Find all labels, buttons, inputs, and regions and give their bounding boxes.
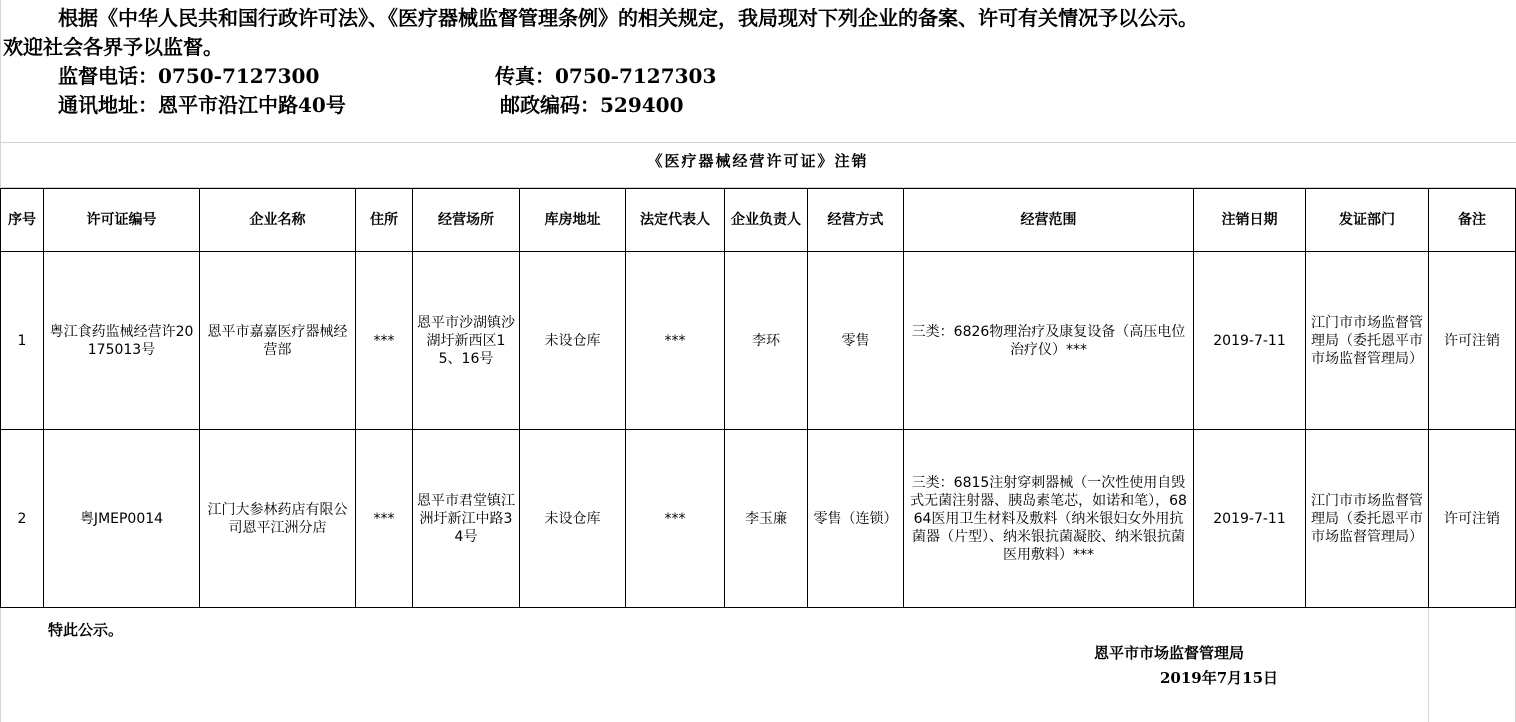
intro-line1: 根据《中华人民共和国行政许可法》、《医疗器械监督管理条例》的相关规定，我局现对下列企业的备案、许可有关情况予以公示。 — [58, 6, 1198, 30]
table-title: 《医疗器械经营许可证》注销 — [647, 152, 869, 170]
cell-seq: 2 — [1, 430, 44, 608]
cell-issuing-dept: 江门市市场监督管理局（委托恩平市市场监督管理局） — [1306, 252, 1429, 430]
table-row — [1, 252, 1516, 430]
intro-line2: 欢迎社会各界予以监督。 — [3, 35, 223, 59]
cell-business-premises: 恩平市君堂镇江洲圩新江中路34号 — [413, 430, 520, 608]
header-row — [1, 189, 1516, 252]
header-business-premises: 经营场所 — [413, 189, 520, 252]
cell-warehouse: 未设仓库 — [520, 252, 626, 430]
cell-company-name: 江门大参林药店有限公司恩平江洲分店 — [200, 430, 356, 608]
footer-date: 2019年7月15日 — [1160, 669, 1279, 687]
cell-warehouse: 未设仓库 — [520, 430, 626, 608]
header-remarks: 备注 — [1429, 189, 1516, 252]
header-issuing-dept: 发证部门 — [1306, 189, 1429, 252]
cell-license-no: 粤江食药监械经营许20175013号 — [44, 252, 200, 430]
phone: 监督电话：0750-7127300 — [58, 64, 320, 88]
cell-business-mode: 零售（连锁） — [808, 430, 904, 608]
cell-remarks: 许可注销 — [1429, 252, 1516, 430]
cell-remarks: 许可注销 — [1429, 430, 1516, 608]
header-company-name: 企业名称 — [200, 189, 356, 252]
cell-company-name: 恩平市嘉嘉医疗器械经营部 — [200, 252, 356, 430]
fax: 传真：0750-7127303 — [495, 64, 717, 88]
intro-block — [0, 4, 1516, 120]
cell-business-mode: 零售 — [808, 252, 904, 430]
cell-business-scope: 三类：6826物理治疗及康复设备（高压电位治疗仪）*** — [904, 252, 1194, 430]
header-legal-rep: 法定代表人 — [626, 189, 725, 252]
table-row — [1, 430, 1516, 608]
header-business-mode: 经营方式 — [808, 189, 904, 252]
license-table — [0, 188, 1516, 608]
cell-residence: *** — [356, 252, 413, 430]
footer-note: 特此公示。 — [48, 621, 124, 639]
cell-residence: *** — [356, 430, 413, 608]
cell-license-no: 粤JMEP0014 — [44, 430, 200, 608]
header-residence: 住所 — [356, 189, 413, 252]
cell-cancel-date: 2019-7-11 — [1194, 430, 1306, 608]
cell-cancel-date: 2019-7-11 — [1194, 252, 1306, 430]
postcode: 邮政编码：529400 — [500, 93, 684, 117]
header-cancel-date: 注销日期 — [1194, 189, 1306, 252]
cell-business-premises: 恩平市沙湖镇沙湖圩新西区15、16号 — [413, 252, 520, 430]
header-business-scope: 经营范围 — [904, 189, 1194, 252]
cell-person-in-charge: 李玉廉 — [725, 430, 808, 608]
header-license-no: 许可证编号 — [44, 189, 200, 252]
footer-issuer: 恩平市市场监督管理局 — [1094, 644, 1245, 662]
cell-person-in-charge: 李环 — [725, 252, 808, 430]
cell-business-scope: 三类：6815注射穿刺器械（一次性使用自毁式无菌注射器、胰岛素笔芯，如诺和笔），6864医用卫生材料及敷料（纳米银妇女外用抗菌器（片型）、纳米银抗菌凝胶、纳米银抗菌医用敷料）*** — [904, 430, 1194, 608]
header-seq: 序号 — [1, 189, 44, 252]
cell-seq: 1 — [1, 252, 44, 430]
cell-legal-rep: *** — [626, 430, 725, 608]
header-warehouse: 库房地址 — [520, 189, 626, 252]
address: 通讯地址：恩平市沿江中路40号 — [58, 93, 346, 117]
cell-legal-rep: *** — [626, 252, 725, 430]
header-person-in-charge: 企业负责人 — [725, 189, 808, 252]
cell-issuing-dept: 江门市市场监督管理局（委托恩平市市场监督管理局） — [1306, 430, 1429, 608]
